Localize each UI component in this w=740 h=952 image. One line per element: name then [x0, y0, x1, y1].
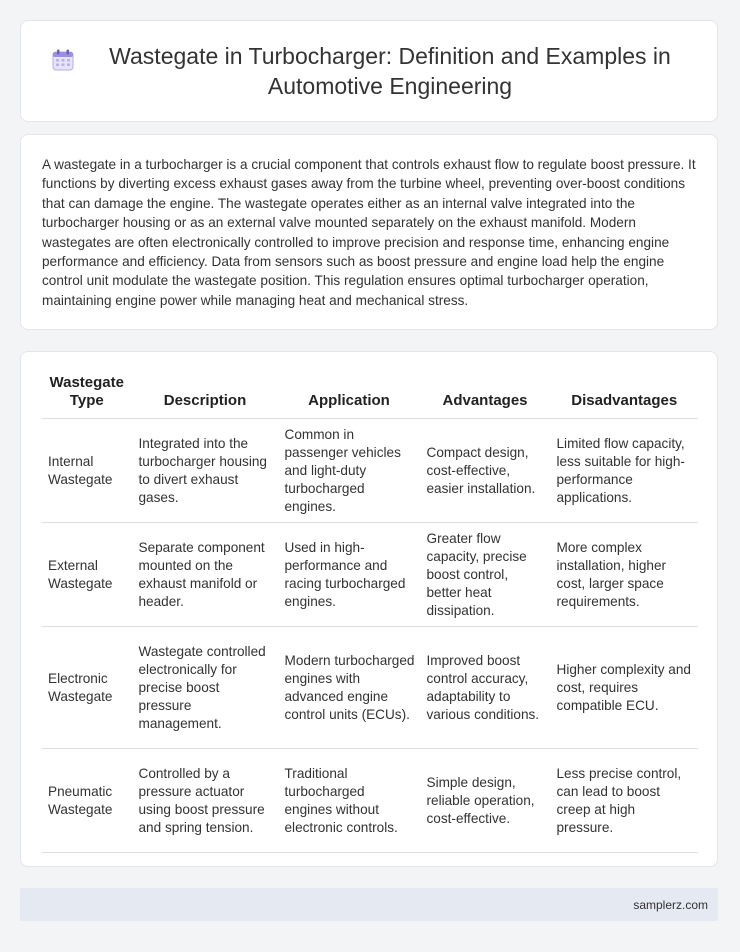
cell-advantages: Improved boost control accuracy, adaptability to various conditions.: [420, 627, 550, 749]
cell-description: Separate component mounted on the exhaust manifold or header.: [132, 523, 278, 627]
cell-disadvantages: Less precise control, can lead to boost creep at high pressure.: [550, 749, 698, 853]
cell-application: Common in passenger vehicles and light-duty turbocharged engines.: [278, 419, 420, 523]
header-disadvantages: Disadvantages: [550, 374, 698, 419]
cell-type: Internal Wastegate: [42, 419, 132, 523]
header-card: [20, 20, 718, 122]
cell-application: Traditional turbocharged engines without electronic controls.: [278, 749, 420, 853]
cell-disadvantages: Higher complexity and cost, requires compatible ECU.: [550, 627, 698, 749]
cell-type: Pneumatic Wastegate: [42, 749, 132, 853]
cell-description: Wastegate controlled electronically for precise boost pressure management.: [132, 627, 278, 749]
table-row: [42, 627, 698, 749]
calendar-icon: [51, 48, 75, 77]
intro-card: [20, 134, 718, 330]
cell-application: Used in high-performance and racing turbocharged engines.: [278, 523, 420, 627]
cell-type: Electronic Wastegate: [42, 627, 132, 749]
table-card: [20, 351, 718, 867]
cell-advantages: Compact design, cost-effective, easier installation.: [420, 419, 550, 523]
footer-site[interactable]: samplerz.com: [633, 897, 708, 912]
table-header-row: [42, 374, 698, 419]
header-type: Wastegate Type: [42, 374, 132, 419]
header-advantages: Advantages: [420, 374, 550, 419]
table-row: [42, 419, 698, 523]
header-application: Application: [278, 374, 420, 419]
cell-type: External Wastegate: [42, 523, 132, 627]
cell-advantages: Greater flow capacity, precise boost control, better heat dissipation.: [420, 523, 550, 627]
footer-bar: [20, 888, 718, 921]
page-title: Wastegate in Turbocharger: Definition and Examples in Automotive Engineering: [109, 43, 671, 99]
cell-disadvantages: More complex installation, higher cost, larger space requirements.: [550, 523, 698, 627]
wastegate-table: [42, 374, 698, 853]
cell-description: Integrated into the turbocharger housing to divert exhaust gases.: [132, 419, 278, 523]
title-wrap: [21, 41, 717, 101]
header-description: Description: [132, 374, 278, 419]
cell-disadvantages: Limited flow capacity, less suitable for high-performance applications.: [550, 419, 698, 523]
table-row: [42, 523, 698, 627]
table-row: [42, 749, 698, 853]
intro-paragraph: A wastegate in a turbocharger is a crucial component that controls exhaust flow to regulate boost pressure. It functions by diverting excess exhaust gases away from the turbine wheel, preventing over-boost conditions that can damage the engine. The wastegate operates either as an internal valve integrated into the turbocharger housing or as an external valve mounted separately on the exhaust manifold. Modern wastegates are often electronically controlled to improve precision and response time, enhancing engine performance and efficiency. Data from sensors such as boost pressure and engine load help the engine control unit modulate the wastegate position. This regulation ensures optimal turbocharger operation, maintaining engine power while managing heat and mechanical stress.: [42, 157, 696, 308]
cell-application: Modern turbocharged engines with advanced engine control units (ECUs).: [278, 627, 420, 749]
cell-description: Controlled by a pressure actuator using boost pressure and spring tension.: [132, 749, 278, 853]
cell-advantages: Simple design, reliable operation, cost-effective.: [420, 749, 550, 853]
